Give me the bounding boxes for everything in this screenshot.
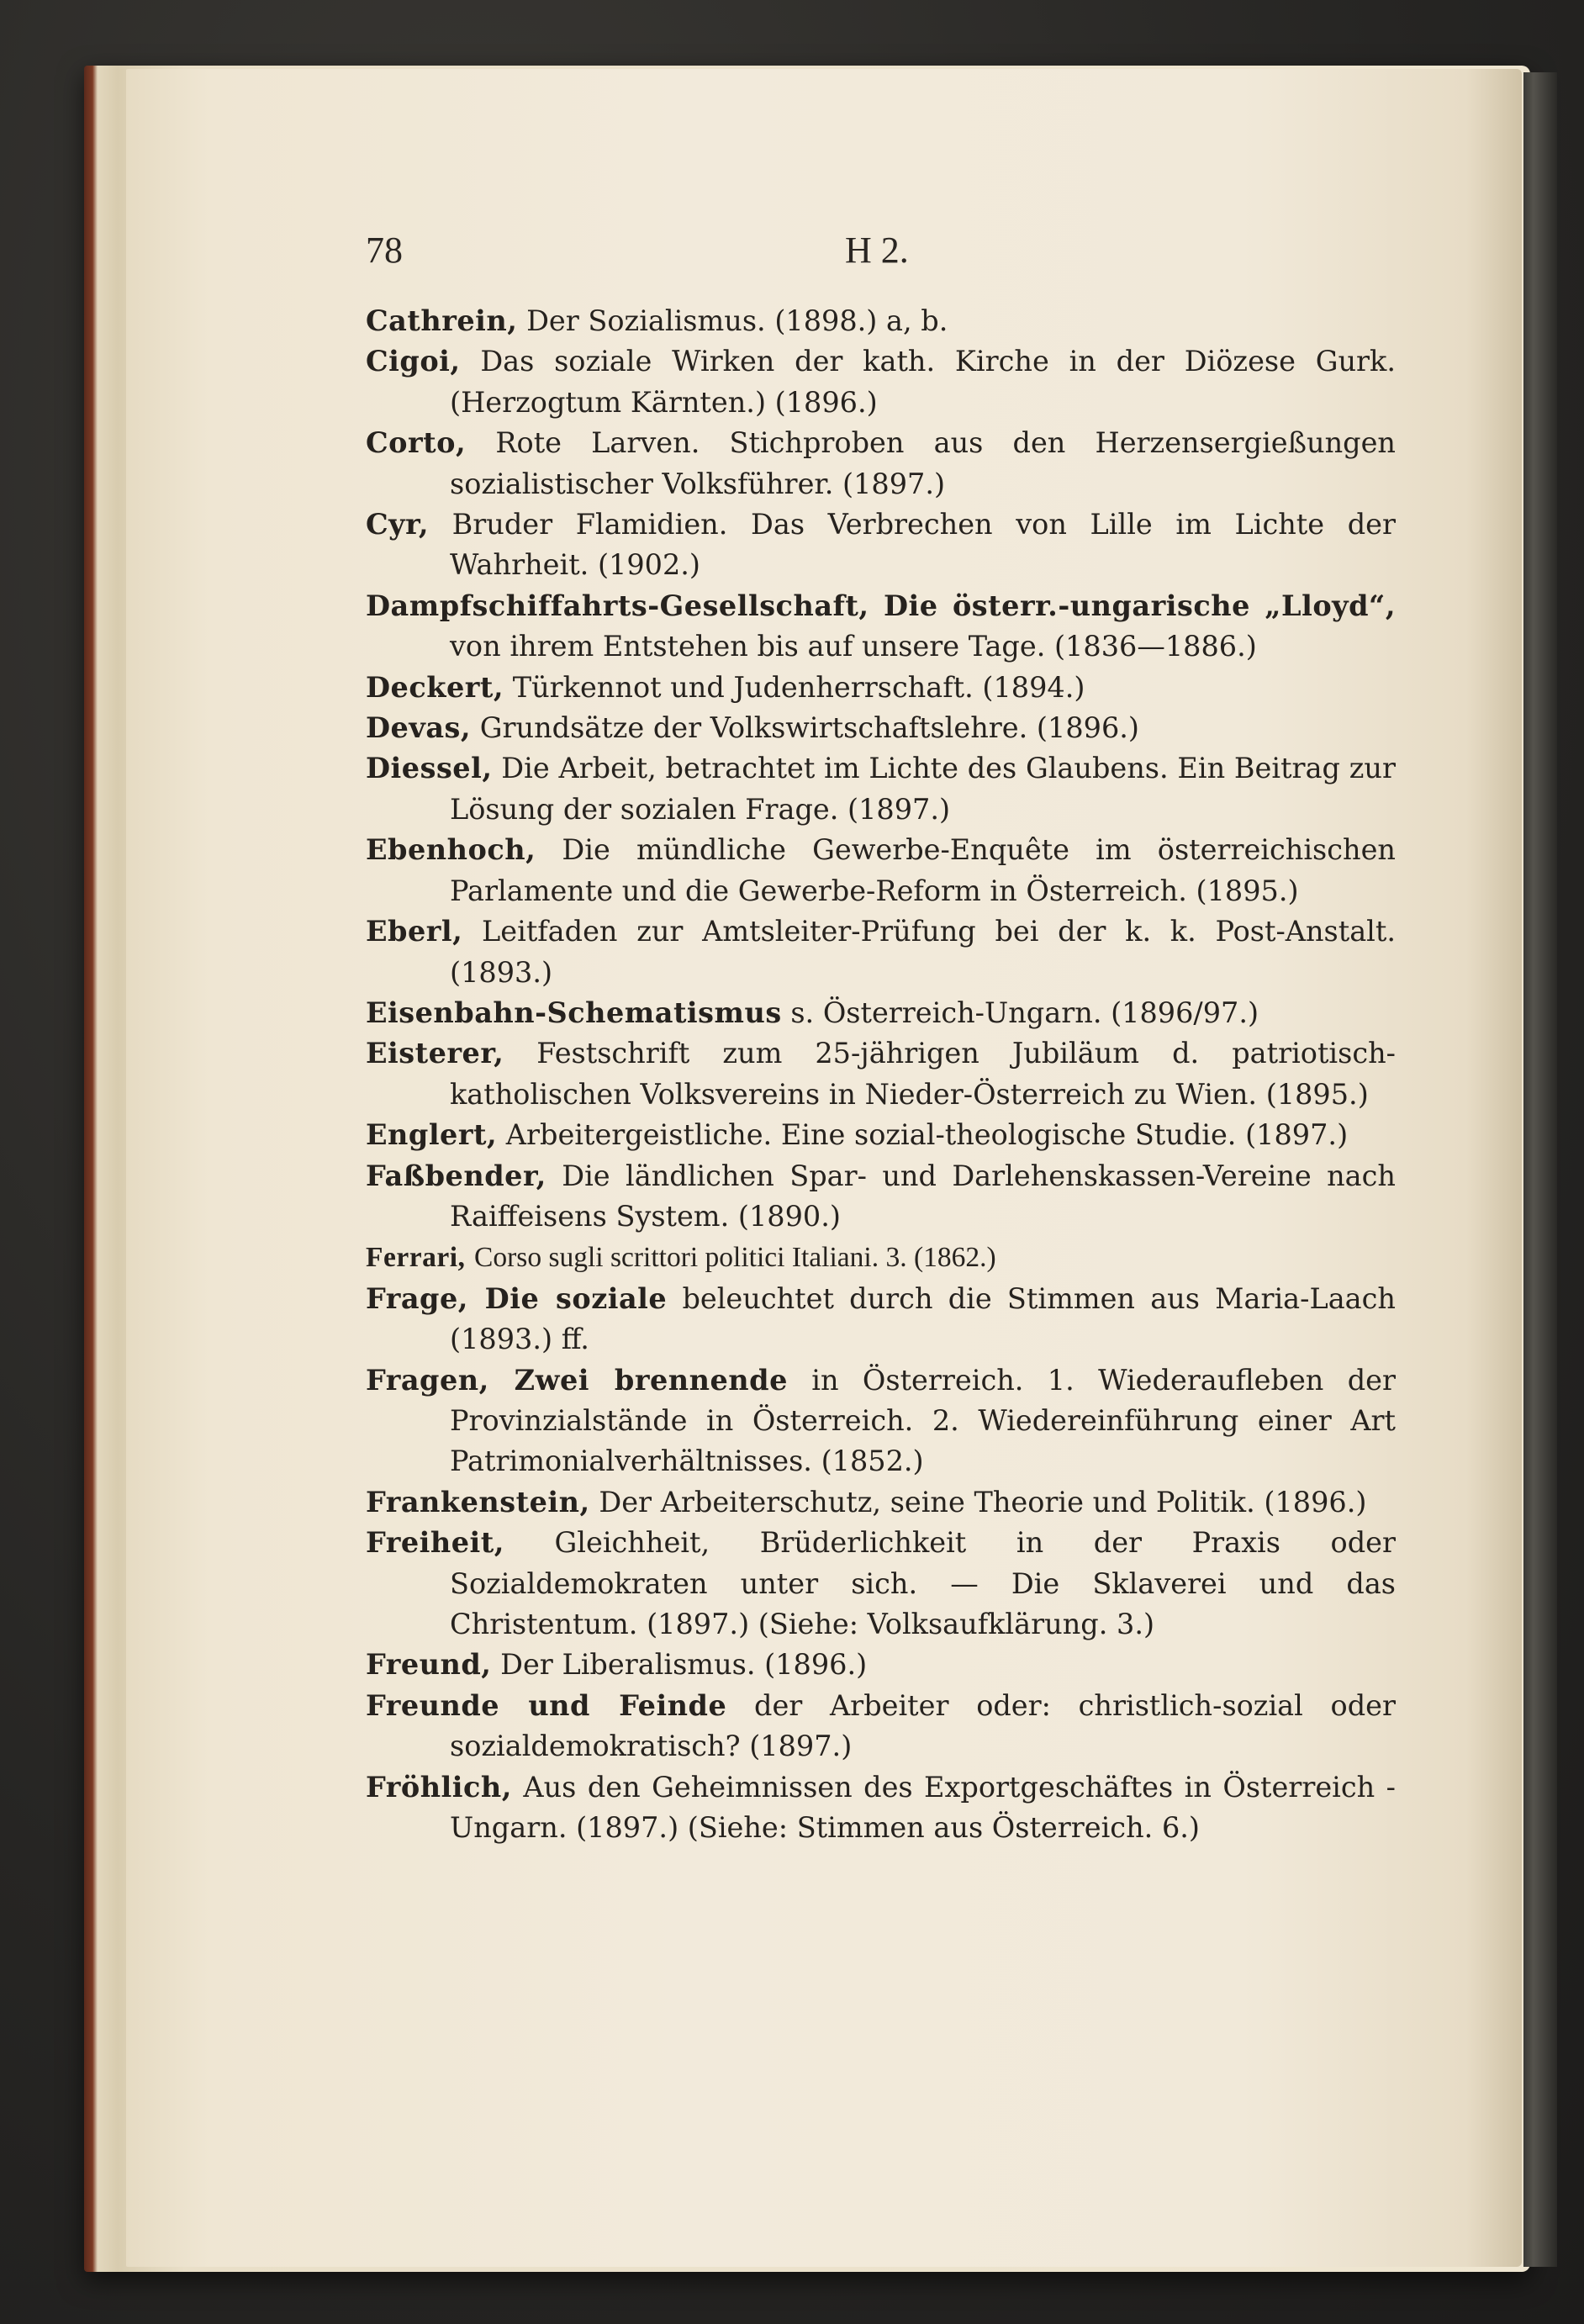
entry-text: Der Liberalismus. (1896.)	[500, 1648, 868, 1682]
bibliography-entry	[366, 708, 1396, 748]
entry-keyword: Englert,	[366, 1118, 498, 1152]
bibliography-entry	[366, 993, 1396, 1033]
bibliography-entry	[366, 668, 1396, 708]
entry-text: Türkennot und Judenherrschaft. (1894.)	[512, 670, 1085, 704]
entry-keyword: Eberl,	[366, 915, 463, 948]
entry-keyword: Devas,	[366, 711, 472, 745]
signature-mark: H 2.	[845, 230, 909, 271]
entry-keyword: Eisenbahn-Schematismus	[366, 996, 782, 1029]
bibliography-entry	[366, 1279, 1396, 1360]
page-gutter-shadow	[1523, 72, 1557, 2267]
entry-text: Gleichheit, Brüderlichkeit in der Praxis oder Sozialdemokraten unter sich. — Die Sklaverei und das Christentum. (1897.) (Siehe: Volksaufklärung. 3.)	[450, 1526, 1397, 1640]
entry-keyword: Ferrari,	[366, 1242, 466, 1274]
page-header	[366, 229, 1396, 279]
entry-text: Corso sugli scrittori politici Italiani. 3. (1862.)	[474, 1242, 996, 1274]
entry-text: Arbeitergeistliche. Eine sozial-theologische Studie. (1897.)	[505, 1118, 1349, 1152]
entry-keyword: Freiheit,	[366, 1526, 504, 1560]
entry-keyword: Fragen, Zwei brennende	[366, 1363, 788, 1397]
bibliography-entry	[366, 911, 1396, 993]
entry-text: s. Österreich-Ungarn. (1896/97.)	[790, 996, 1259, 1029]
bibliography-entry	[366, 1523, 1396, 1645]
entry-text: Die mündliche Gewerbe-Enquête im österreichischen Parlamente und die Gewerbe-Reform in Österreich. (1895.)	[450, 833, 1396, 907]
bibliography-entry	[366, 830, 1396, 911]
bibliography-entry	[366, 341, 1396, 423]
entry-text: Der Arbeiterschutz, seine Theorie und Politik. (1896.)	[599, 1485, 1367, 1519]
bibliography-entry	[366, 1115, 1396, 1155]
bibliography-entry	[366, 504, 1396, 586]
bibliography-entry	[366, 1033, 1396, 1115]
entry-keyword: Freund,	[366, 1648, 492, 1682]
entry-text: Grundsätze der Volkswirtschaftslehre. (1896.)	[479, 711, 1139, 745]
bibliography-list	[366, 301, 1396, 1848]
entry-text: Das soziale Wirken der kath. Kirche in der Diözese Gurk. (Herzogtum Kärnten.) (1896.)	[450, 345, 1396, 419]
entry-keyword: Frage, Die soziale	[366, 1281, 668, 1315]
entry-keyword: Eisterer,	[366, 1037, 504, 1070]
bibliography-entry	[366, 748, 1396, 830]
bibliography-entry	[366, 1686, 1396, 1767]
entry-text: beleuchtet durch die Stimmen aus Maria-Laach (1893.) ff.	[450, 1281, 1396, 1356]
bibliography-entry	[366, 586, 1396, 668]
entry-text: Die Arbeit, betrachtet im Lichte des Glaubens. Ein Beitrag zur Lösung der sozialen Frage. (1897.)	[450, 752, 1396, 826]
entry-keyword: Frankenstein,	[366, 1485, 590, 1519]
entry-keyword: Diessel,	[366, 752, 493, 785]
bibliography-entry	[366, 1156, 1396, 1238]
entry-text: Rote Larven. Stichproben aus den Herzensergießungen sozialistischer Volksführer. (1897.)	[450, 426, 1396, 500]
entry-keyword: Freunde und Feinde	[366, 1688, 727, 1722]
entry-keyword: Fröhlich,	[366, 1770, 512, 1804]
entry-text: Der Sozialismus. (1898.) a, b.	[526, 304, 948, 337]
entry-text: Bruder Flamidien. Das Verbrechen von Lille im Lichte der Wahrheit. (1902.)	[450, 508, 1396, 582]
entry-text: der Arbeiter oder: christlich-sozial oder sozialdemokratisch? (1897.)	[450, 1688, 1397, 1763]
entry-keyword: Cathrein,	[366, 304, 518, 337]
entry-keyword: Corto,	[366, 426, 467, 460]
bibliography-entry	[366, 301, 1396, 341]
entry-keyword: Cyr,	[366, 508, 430, 541]
bibliography-entry	[366, 1767, 1396, 1849]
page-number: 78	[366, 230, 403, 271]
entry-keyword: Dampfschiffahrts-Gesellschaft, Die österr.-ungarische „Lloyd“,	[366, 589, 1396, 622]
entry-text: Aus den Geheimnissen des Exportgeschäftes in Österreich - Ungarn. (1897.) (Siehe: Stimmen aus Österreich. 6.)	[450, 1770, 1396, 1845]
entry-text: Leitfaden zur Amtsleiter-Prüfung bei der k. k. Post-Anstalt. (1893.)	[450, 915, 1396, 989]
entry-text: von ihrem Entstehen bis auf unsere Tage. (1836—1886.)	[450, 630, 1257, 663]
entry-keyword: Deckert,	[366, 670, 504, 704]
entry-text: Die ländlichen Spar- und Darlehenskassen-Vereine nach Raiffeisens System. (1890.)	[450, 1159, 1396, 1233]
bibliography-entry	[366, 1482, 1396, 1523]
bibliography-entry	[366, 1645, 1396, 1685]
bibliography-entry	[366, 423, 1396, 504]
entry-keyword: Ebenhoch,	[366, 833, 536, 867]
bibliography-entry	[366, 1360, 1396, 1482]
entry-keyword: Faßbender,	[366, 1159, 546, 1192]
entry-text: in Österreich. 1. Wiederaufleben der Provinzialstände in Österreich. 2. Wiedereinführung einer Art Patrimonialverhältnisses. (1852.)	[450, 1363, 1396, 1478]
entry-keyword: Cigoi,	[366, 345, 461, 378]
entry-text: Festschrift zum 25-jährigen Jubiläum d. patriotisch-katholischen Volksvereins in Nieder-Österreich zu Wien. (1895.)	[450, 1037, 1396, 1111]
bibliography-entry	[366, 1237, 1396, 1278]
